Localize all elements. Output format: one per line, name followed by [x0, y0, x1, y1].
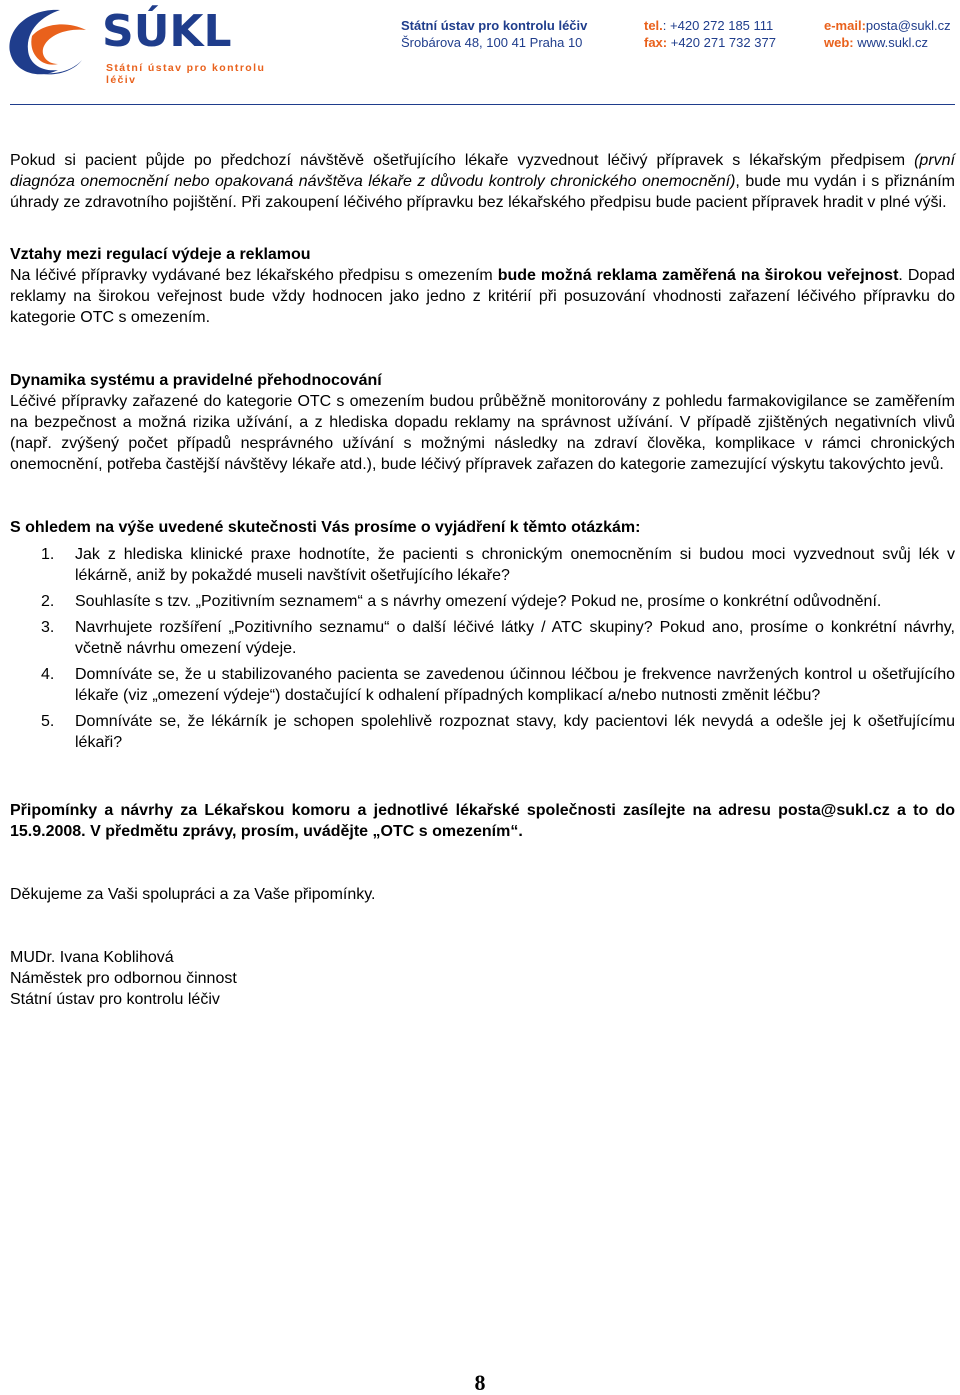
- tel-value: : +420 272 185 111: [662, 18, 774, 33]
- advertising-text-2: . Dopad reklamy na širokou veřejnost bude vždy hodnocen jako jedno z kritérií při posuzování vhodnosti zařazení léčivého přípravku do kategorie OTC s omezením.: [10, 267, 955, 326]
- questions-heading: S ohledem na výše uvedené skutečnosti Vás prosíme o vyjádření k těmto otázkám:: [10, 519, 641, 536]
- page-number: 8: [474, 1370, 486, 1395]
- web-link[interactable]: www.sukl.cz: [853, 35, 929, 50]
- signature-organization: Státní ústav pro kontrolu léčiv: [10, 991, 220, 1008]
- sukl-swirl-icon: [2, 2, 102, 82]
- question-item: [10, 664, 955, 706]
- advertising-text-1: Na léčivé přípravky vydávané bez lékařského předpisu s omezením: [10, 267, 498, 284]
- signature-name: MUDr. Ivana Koblihová: [10, 949, 174, 966]
- advertising-text-bold: bude možná reklama zaměřená na širokou veřejnost: [497, 267, 899, 284]
- intro-text-2: , bude mu vydán i s přiznáním úhrady ze zdravotního pojištění. Při zakoupení léčivého přípravku bez lékařského předpisu bude pacient přípravek hradit v plné výši.: [10, 173, 956, 211]
- advertising-paragraph: [10, 265, 955, 328]
- sukl-logo: [2, 2, 272, 86]
- header-institution-block: [401, 17, 587, 51]
- signature-position: Náměstek pro odbornou činnost: [10, 970, 237, 987]
- question-text: Domníváte se, že u stabilizovaného pacienta se zavedenou účinnou léčbou je frekvence navržených kontrol u ošetřujícího lékaře (viz „omezení výdeje“) dostačující k odhalení případných komplikací a/nebo nutnosti změnit léčbu?: [75, 666, 955, 704]
- question-number: 5.: [41, 713, 55, 730]
- fax-value: +420 271 732 377: [667, 35, 776, 50]
- document-body: [10, 150, 955, 1010]
- submission-request: Připomínky a návrhy za Lékařskou komoru a jednotlivé lékařské společnosti zasílejte na adresu posta@sukl.cz a to do 15.9.2008. V předmětu zprávy, prosím, uvádějte „OTC s omezením“.: [10, 802, 955, 840]
- logo-subtitle: Státní ústav pro kontrolu léčiv: [106, 62, 266, 86]
- web-label: web:: [824, 35, 854, 50]
- question-text: Jak z hlediska klinické praxe hodnotíte, že pacienti s chronickým onemocněním si budou moci vyzvednout svůj lék v lékárně, aniž by pokaždé museli navštívit ošetřujícího lékaře?: [75, 546, 955, 584]
- email-link[interactable]: posta@sukl.cz: [865, 18, 951, 33]
- header-institution: Státní ústav pro kontrolu léčiv: [401, 18, 588, 33]
- question-number: 2.: [41, 593, 55, 610]
- question-text: Navrhujete rozšíření „Pozitivního seznamu“ o další léčivé látky / ATC skupiny? Pokud ano, prosíme o konkrétní návrhy, včetně návrhu omezení výdeje.: [75, 619, 955, 657]
- header-contact-block: [824, 17, 951, 51]
- question-number: 4.: [41, 666, 55, 683]
- question-number: 1.: [41, 546, 55, 563]
- question-item: [10, 617, 955, 659]
- header-address: Šrobárova 48, 100 41 Praha 10: [401, 35, 583, 50]
- intro-text-italic: (první diagnóza onemocnění nebo opakovaná návštěva lékaře z důvodu kontroly chronického onemocnění): [10, 152, 955, 190]
- intro-paragraph: [10, 150, 955, 213]
- question-text: Souhlasíte s tzv. „Pozitivním seznamem“ a s návrhy omezení výdeje? Pokud ne, prosíme o konkrétní odůvodnění.: [75, 593, 882, 610]
- question-item: [10, 711, 955, 753]
- advertising-heading: Vztahy mezi regulací výdeje a reklamou: [10, 246, 311, 263]
- questions-list: [10, 544, 955, 753]
- question-item: [10, 591, 955, 612]
- logo-wordmark: SÚKL: [102, 6, 232, 57]
- dynamics-paragraph: Léčivé přípravky zařazené do kategorie OTC s omezením budou průběžně monitorovány z pohledu farmakovigilance se zaměřením na bezpečnost a možná rizika užívání, a z hlediska dopadu reklamy na správnost užívání. V případě zjištěných negativních vlivů (např. zvýšený počet případů nesprávného užívání s možnými následky na zdraví člověka, komplikace v rámci chronických onemocnění, potřeba častější návštěvy lékaře atd.), bude léčivý přípravek zařazen do kategorie zamezující výskytu takovýchto jevů.: [10, 393, 955, 473]
- header-divider: [10, 104, 955, 105]
- letterhead: [0, 0, 960, 108]
- dynamics-heading: Dynamika systému a pravidelné přehodnocování: [10, 372, 382, 389]
- email-label: e-mail:: [824, 18, 866, 33]
- header-phone-block: [644, 17, 776, 51]
- question-number: 3.: [41, 619, 55, 636]
- tel-label: tel.: [644, 18, 663, 33]
- intro-text-1: Pokud si pacient půjde po předchozí návštěvě ošetřujícího lékaře vyzvednout léčivý přípravek s lékařským předpisem: [10, 152, 915, 169]
- question-text: Domníváte se, že lékárník je schopen spolehlivě rozpoznat stavy, kdy pacientovi lék nevydá a odešle jej k ošetřujícímu lékaři?: [75, 713, 955, 751]
- fax-label: fax:: [644, 35, 668, 50]
- question-item: [10, 544, 955, 586]
- thanks-line: Děkujeme za Vaši spolupráci a za Vaše připomínky.: [10, 886, 376, 903]
